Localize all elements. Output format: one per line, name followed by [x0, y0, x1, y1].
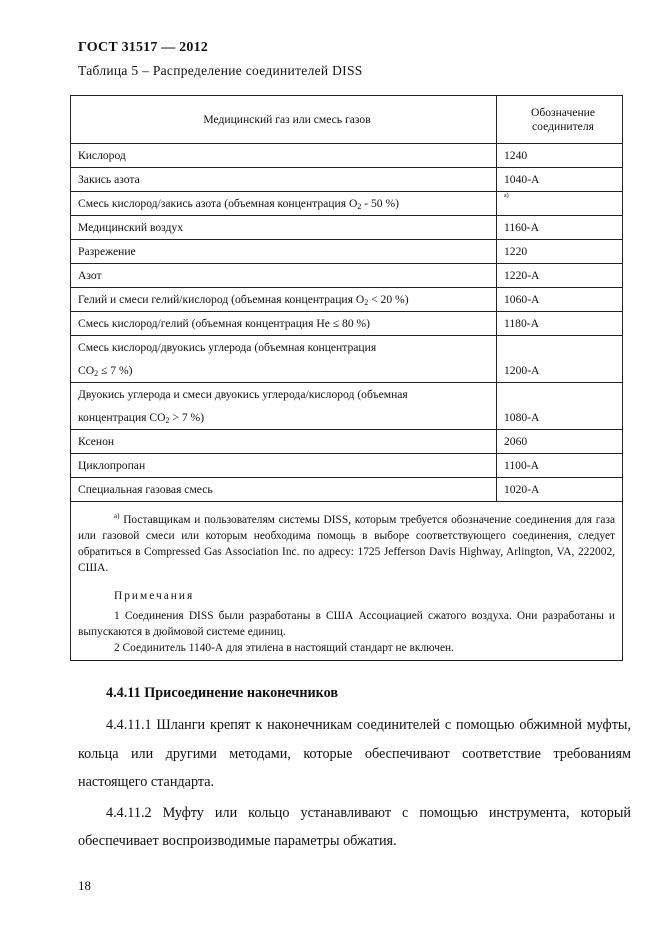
note-2: 2 Соединитель 1140-А для этилена в настоящий стандарт не включен.	[114, 642, 454, 654]
code-cell	[497, 192, 623, 216]
code-cell: 1080-А	[497, 383, 623, 430]
table-row	[71, 430, 623, 454]
table-row	[71, 144, 623, 168]
gas-cell: Смесь кислород/двуокись углерода (объемная концентрация $СО_2 \le 7$ %)	[71, 336, 497, 383]
note-1: 1 Соединения DISS были разработаны в США Ассоциацией сжатого воздуха. Они разработаны и выпускаются в дюймовой системе единиц.	[78, 610, 615, 638]
table-notes-row	[71, 502, 623, 661]
code-cell: 1220-А	[497, 264, 623, 288]
gas-cell: Смесь кислород/гелий (объемная концентрация Не ≤ 80 %)	[71, 312, 497, 336]
page-number: 18	[78, 878, 91, 893]
table-header-row	[71, 96, 623, 144]
gas-cell: Гелий и смеси гелий/кислород (объемная концентрация $О_2 < 20$ %)	[71, 288, 497, 312]
footnote	[78, 512, 615, 576]
table-row	[71, 478, 623, 502]
code-cell: 1020-А	[497, 478, 623, 502]
section-heading: 4.4.11 Присоединение наконечников	[106, 685, 339, 701]
gas-cell: Ксенон	[71, 430, 497, 454]
footnote-ref: а)	[504, 193, 509, 199]
diss-table	[70, 95, 623, 661]
table-row	[71, 216, 623, 240]
table-row	[71, 454, 623, 478]
gas-cell: Специальная газовая смесь	[71, 478, 497, 502]
code-cell: 1040-А	[497, 168, 623, 192]
gas-cell: Медицинский воздух	[71, 216, 497, 240]
code-cell: 1100-А	[497, 454, 623, 478]
gas-cell: Азот	[71, 264, 497, 288]
section-4-4-11	[78, 680, 631, 856]
table-row	[71, 264, 623, 288]
table-caption: Таблица 5 – Распределение соединителей DISS	[78, 63, 363, 78]
footnote-text: Поставщикам и пользователям системы DISS, которым требуется обозначение соединения для газа или газовой смеси или которым необходима помощь в выборе соответствующего соединения, следует обратиться в Compressed Gas Association Inc. по адресу: 1725 Jefferson Davis Highway, Arlington, VA, 222002, США.	[78, 514, 615, 574]
table-row	[71, 168, 623, 192]
gas-cell: Смесь кислород/закись азота (объемная концентрация $О_2 - 50$ %)	[71, 192, 497, 216]
code-cell: 1200-А	[497, 336, 623, 383]
gas-cell: Разрежение	[71, 240, 497, 264]
document-header: ГОСТ 31517 — 2012	[78, 40, 208, 55]
paragraph-4-4-11-2: 4.4.11.2 Муфту или кольцо устанавливают с помощью инструмента, который обеспечивает воспроизводимые параметры обжатия.	[78, 804, 631, 849]
table-row	[71, 383, 623, 430]
code-cell: 1220	[497, 240, 623, 264]
gas-cell: Циклопропан	[71, 454, 497, 478]
table-notes-cell	[71, 502, 623, 661]
table-row	[71, 312, 623, 336]
code-cell: 1160-А	[497, 216, 623, 240]
code-cell: 1180-А	[497, 312, 623, 336]
column-header-gas: Медицинский газ или смесь газов	[71, 96, 497, 144]
notes-title: Примечания	[114, 590, 195, 602]
gas-cell: Кислород	[71, 144, 497, 168]
table-row	[71, 288, 623, 312]
code-cell: 1060-А	[497, 288, 623, 312]
footnote-mark: а)	[114, 512, 120, 520]
paragraph-4-4-11-1: 4.4.11.1 Шланги крепят к наконечникам соединителей с помощью обжимной муфты, кольца или другими методами, которые обеспечивают соответствие требованиям настоящего стандарта.	[78, 717, 631, 790]
code-cell: 1240	[497, 144, 623, 168]
column-header-code: Обозначение соединителя	[497, 96, 623, 144]
table-row	[71, 336, 623, 383]
code-cell: 2060	[497, 430, 623, 454]
gas-cell: Закись азота	[71, 168, 497, 192]
gas-cell: Двуокись углерода и смеси двуокись углерода/кислород (объемная концентрация $СО_2 > 7$ %)	[71, 383, 497, 430]
table-row	[71, 192, 623, 216]
table-row	[71, 240, 623, 264]
